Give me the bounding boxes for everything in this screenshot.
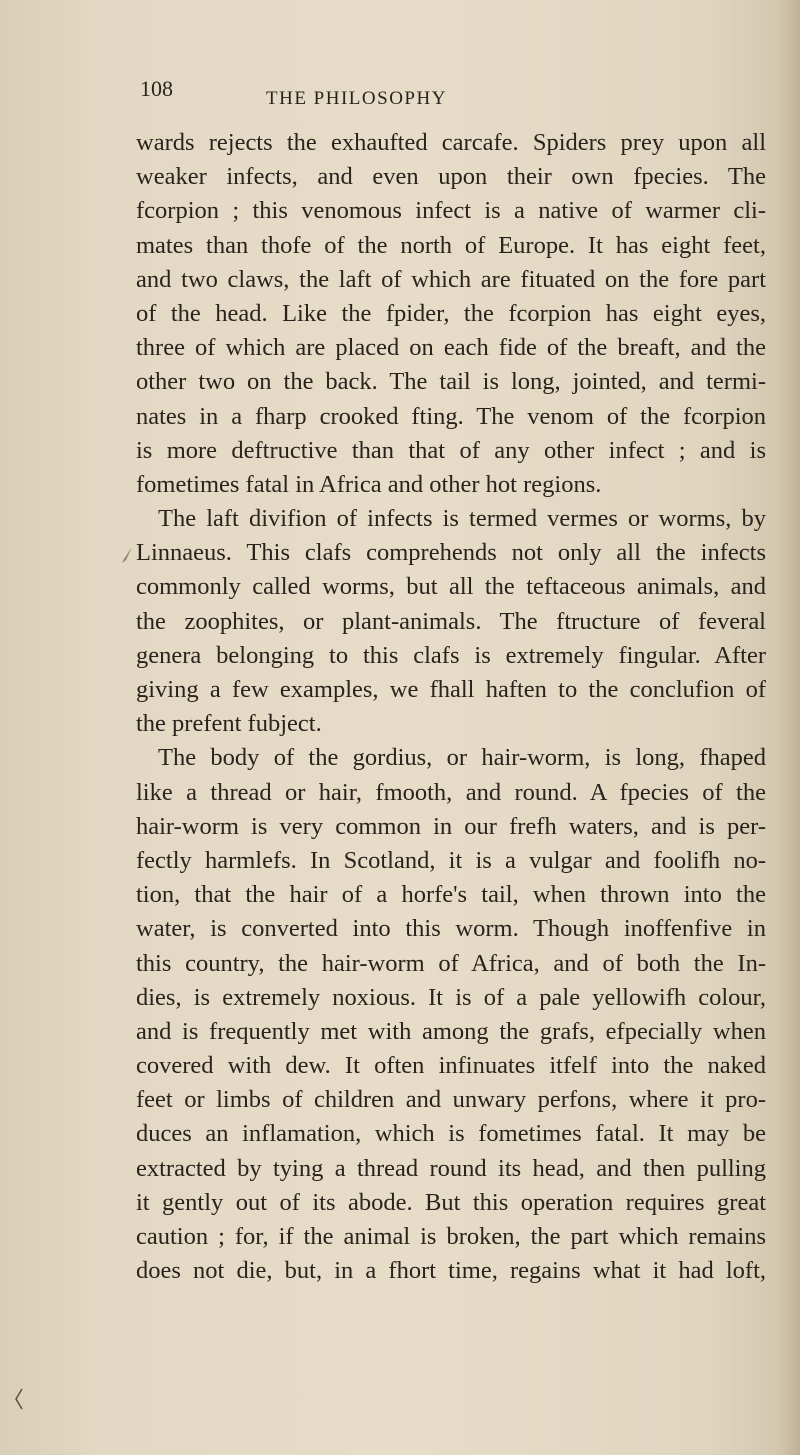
text-line: duces an inflamation, which is fometimes fatal. It may be	[136, 1120, 766, 1148]
text-line: weaker infects, and even upon their own fpecies. The	[136, 163, 766, 191]
text-line: the zoophites, or plant-animals. The ftructure of feveral	[136, 607, 766, 635]
running-head: THE PHILOSOPHY	[266, 88, 447, 109]
body-text	[136, 126, 766, 1288]
text-line: three of which are placed on each fide of the breaft, and the	[136, 334, 766, 362]
pencil-mark-icon	[120, 545, 134, 565]
text-line: and two claws, the laft of which are fituated on the fore part	[136, 265, 766, 293]
page-number: 108	[140, 76, 173, 101]
text-line: the prefent fubject.	[136, 710, 322, 738]
text-line: Linnaeus. This clafs comprehends not only all the infects	[136, 539, 766, 567]
text-line: The body of the gordius, or hair-worm, is long, fhaped	[158, 744, 766, 772]
text-line: dies, is extremely noxious. It is of a pale yellowifh colour,	[136, 983, 766, 1011]
text-line: and is frequently met with among the grafs, efpecially when	[136, 1017, 766, 1045]
text-line: of the head. Like the fpider, the fcorpion has eight eyes,	[136, 299, 766, 327]
text-line: commonly called worms, but all the teftaceous animals, and	[136, 573, 766, 601]
text-line: feet or limbs of children and unwary perfons, where it pro-	[136, 1086, 766, 1114]
text-line: fometimes fatal in Africa and other hot regions.	[136, 470, 602, 498]
text-line: does not die, but, in a fhort time, regains what it had loft,	[136, 1257, 766, 1285]
text-line: hair-worm is very common in our frefh waters, and is per-	[136, 812, 766, 840]
text-line: caution ; for, if the animal is broken, the part which remains	[136, 1223, 766, 1250]
text-line: extracted by tying a thread round its head, and then pulling	[136, 1154, 766, 1182]
text-line: fcorpion ; this venomous infect is a native of warmer cli-	[136, 197, 766, 225]
text-line: other two on the back. The tail is long, jointed, and termi-	[136, 368, 766, 396]
text-line: this country, the hair-worm of Africa, and of both the In-	[136, 949, 766, 977]
text-line: is more deftructive than that of any other infect ; and is	[136, 436, 766, 464]
text-line: like a thread or hair, fmooth, and round. A fpecies of the	[136, 778, 766, 806]
text-line: The laft divifion of infects is termed vermes or worms, by	[158, 505, 766, 533]
text-line: water, is converted into this worm. Though inoffenfive in	[136, 915, 766, 943]
text-line: covered with dew. It often infinuates itfelf into the naked	[136, 1052, 766, 1080]
page-edge-shadow	[778, 0, 800, 1455]
bracket-mark-icon	[14, 1388, 24, 1410]
text-line: genera belonging to this clafs is extremely fingular. After	[136, 641, 766, 669]
text-line: mates than thofe of the north of Europe. It has eight feet,	[136, 231, 766, 259]
text-line: wards rejects the exhaufted carcafe. Spiders prey upon all	[136, 129, 766, 156]
text-line: fectly harmlefs. In Scotland, it is a vulgar and foolifh no-	[136, 846, 766, 874]
text-line: it gently out of its abode. But this operation requires great	[136, 1188, 766, 1216]
text-line: nates in a fharp crooked fting. The venom of the fcorpion	[136, 402, 766, 430]
page-header	[140, 76, 780, 112]
text-line: tion, that the hair of a horfe's tail, when thrown into the	[136, 881, 766, 909]
text-line: giving a few examples, we fhall haften to the conclufion of	[136, 676, 766, 703]
